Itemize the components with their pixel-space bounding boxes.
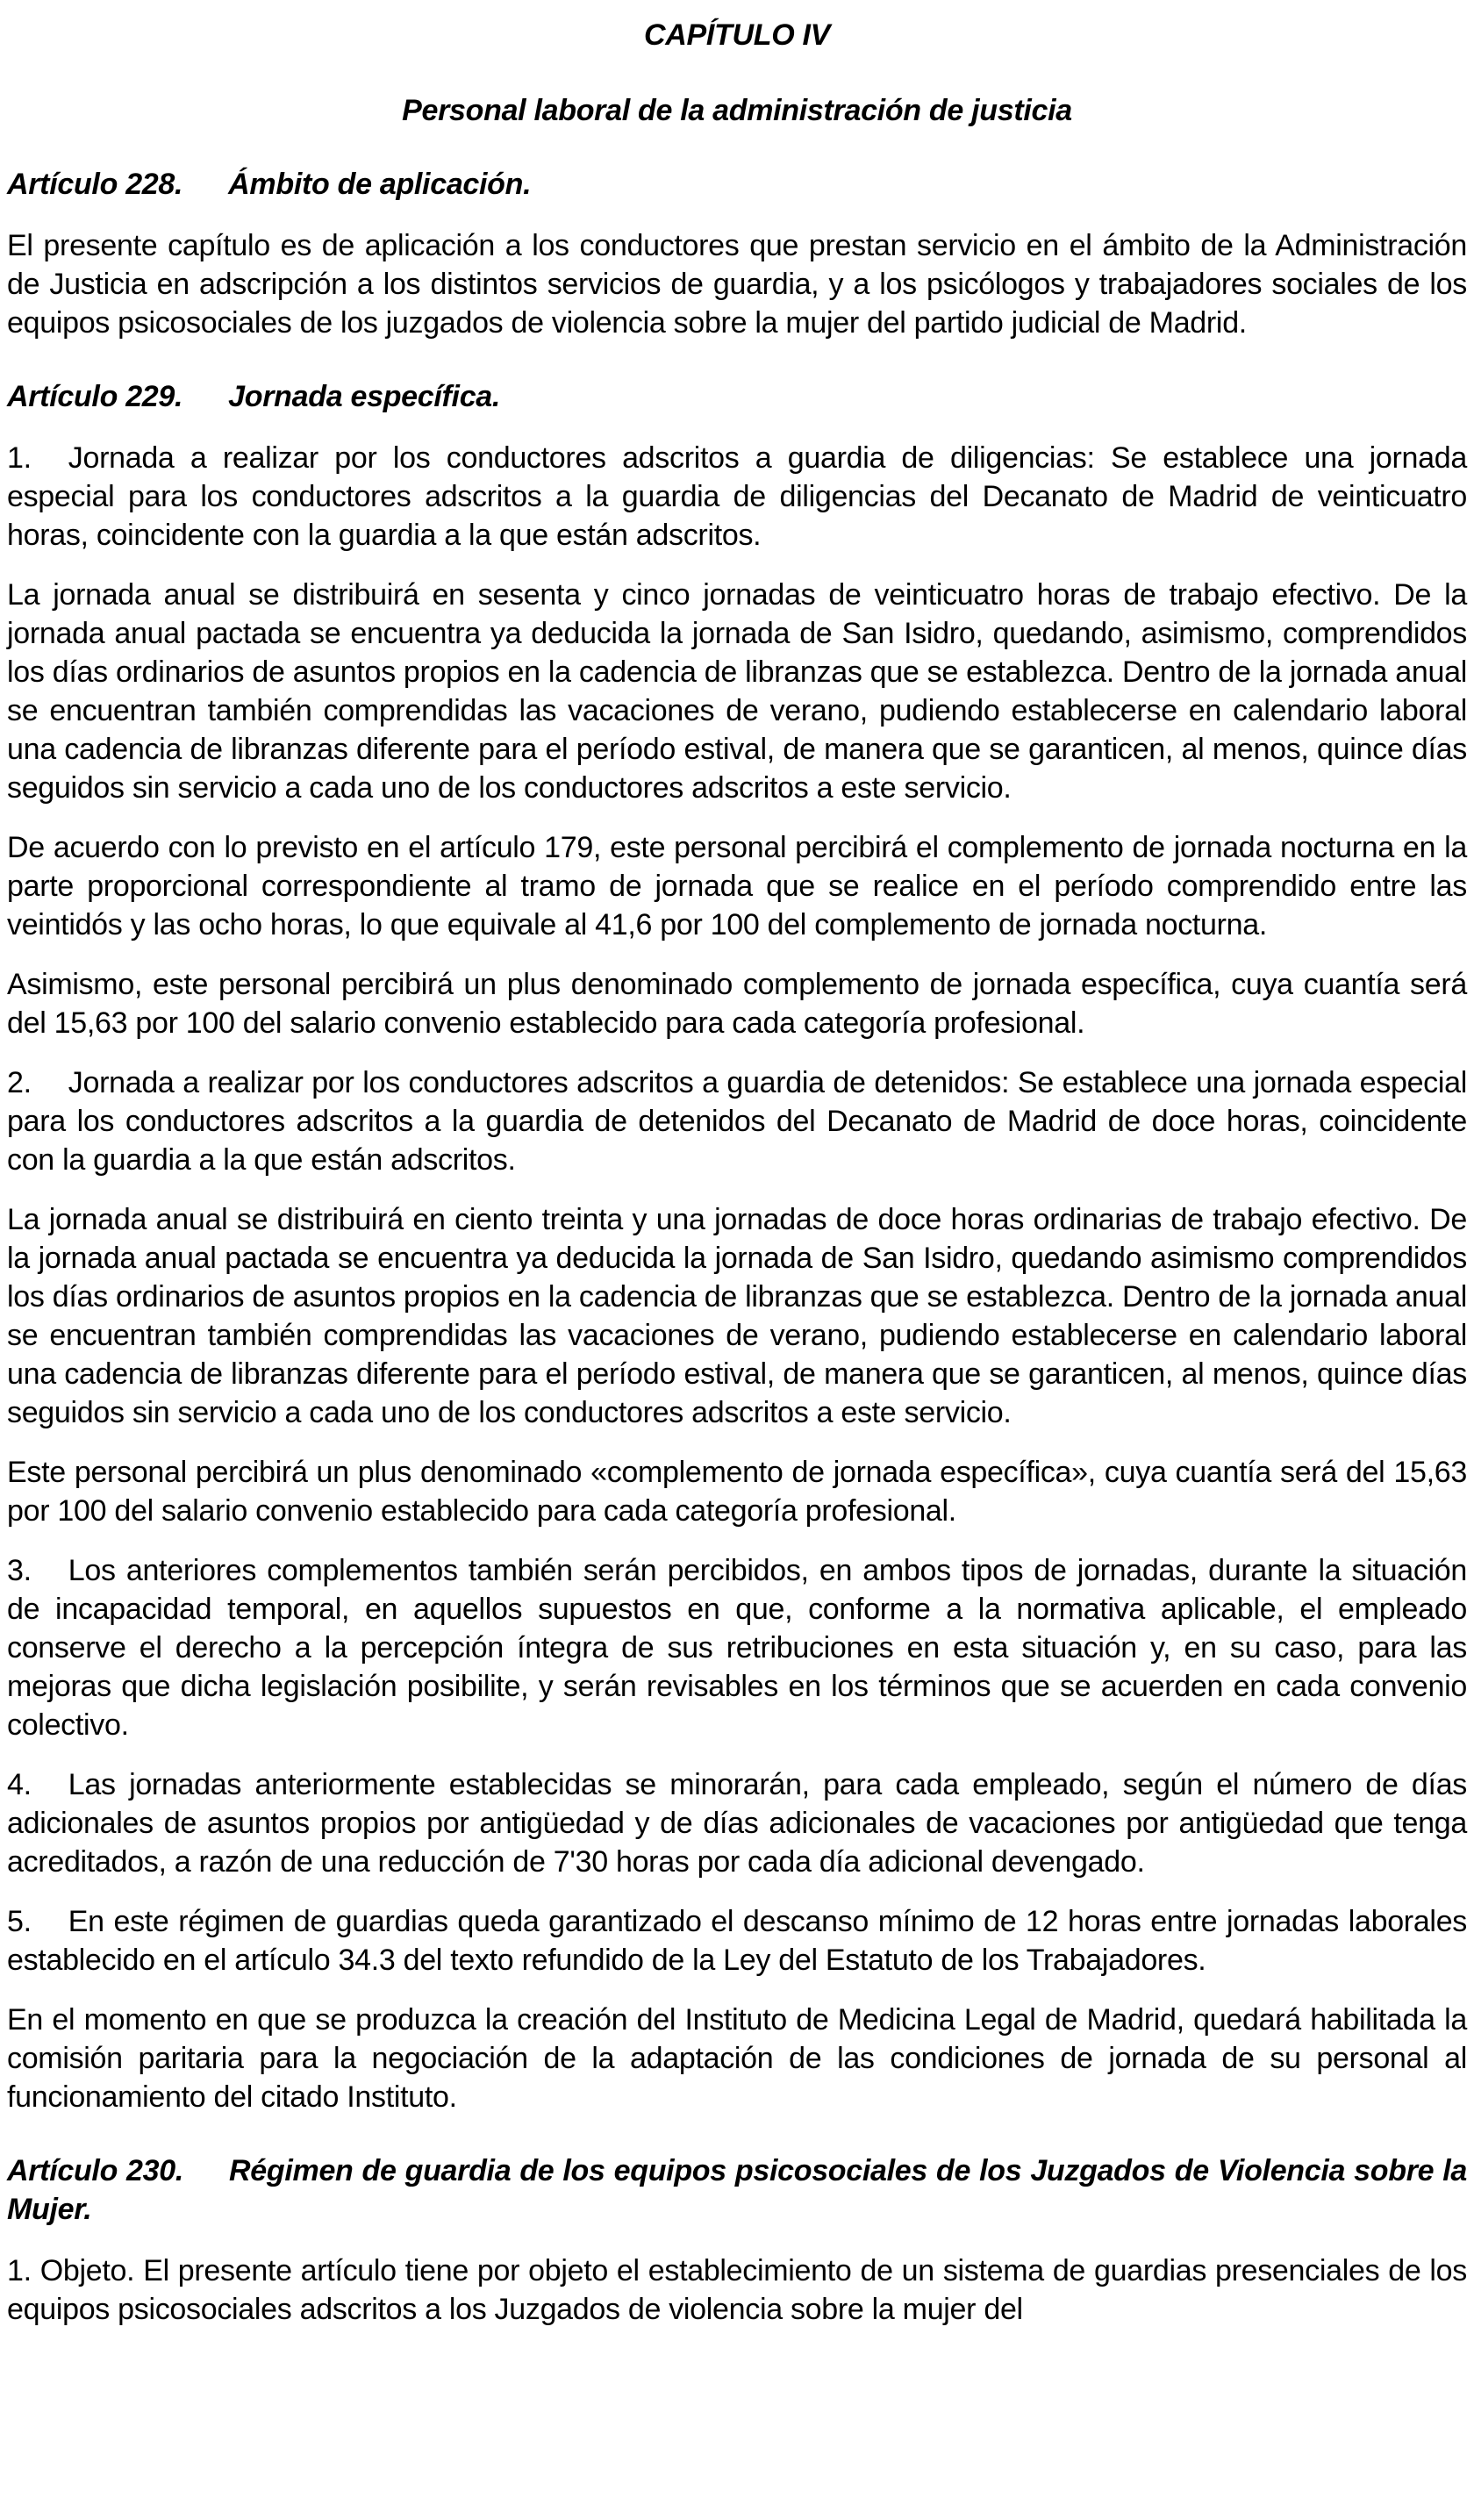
numbered-paragraph-1	[7, 439, 1467, 555]
paragraph-text: Jornada a realizar por los conductores adscritos a guardia de diligencias: Se establece una jornada especial para los conductores adscritos a la guardia de diligencias del Decanato de Madrid de veinticuatro horas, coincidente con la guardia a la que están adscritos.	[7, 441, 1467, 552]
numbered-paragraph-4	[7, 1765, 1467, 1881]
numbered-paragraph-2	[7, 1063, 1467, 1179]
numbered-paragraph-5	[7, 1902, 1467, 1979]
article-228-heading	[7, 165, 1467, 204]
numbered-paragraph-3	[7, 1551, 1467, 1744]
paragraph-230-object: 1. Objeto. El presente artículo tiene por objeto el establecimiento de un sistema de guardias presenciales de los equipos psicosociales adscritos a los Juzgados de violencia sobre la mujer del	[7, 2254, 1467, 2326]
paragraph-number: 4.	[7, 1768, 32, 1801]
paragraph-specific-complement-2: Este personal percibirá un plus denominado «complemento de jornada específica», cuya cuantía será del 15,63 por 100 del salario convenio establecido para cada categoría profesional.	[7, 1456, 1467, 1528]
paragraph-number: 1.	[7, 441, 32, 475]
article-228-title: Ámbito de aplicación.	[228, 168, 532, 201]
chapter-subtitle: Personal laboral de la administración de justicia	[402, 94, 1072, 127]
paragraph-228-scope: El presente capítulo es de aplicación a los conductores que prestan servicio en el ámbito de la Administración de Justicia en adscripción a los distintos servicios de guardia, y a los psicólogos y trabajadores sociales de los equipos psicosociales de los juzgados de violencia sobre la mujer del partido judicial de Madrid.	[7, 229, 1467, 340]
paragraph-text: Los anteriores complementos también serán percibidos, en ambos tipos de jornadas, durante la situación de incapacidad temporal, en aquellos supuestos en que, conforme a la normativa aplicable, el empleado conserve el derecho a la percepción íntegra de sus retribuciones en esta situación y, en su caso, para las mejoras que dicha legislación posibilite, y serán revisables en los términos que se acuerden en cada convenio colectivo.	[7, 1554, 1467, 1742]
chapter-title: CAPÍTULO IV	[643, 18, 831, 52]
paragraph-text: Jornada a realizar por los conductores adscritos a guardia de detenidos: Se establece una jornada especial para los conductores adscritos a la guardia de detenidos del Decanato de Madrid de doce horas, coincidente con la guardia a la que están adscritos.	[7, 1066, 1467, 1177]
article-229-label: Artículo 229.	[7, 380, 183, 413]
paragraph-text: En este régimen de guardias queda garantizado el descanso mínimo de 12 horas entre jornadas laborales establecido en el artículo 34.3 del texto refundido de la Ley del Estatuto de los Trabajadores.	[7, 1905, 1467, 1977]
paragraph-medicina-legal: En el momento en que se produzca la creación del Instituto de Medicina Legal de Madrid, quedará habilitada la comisión paritaria para la negociación de la adaptación de las condiciones de jornada de su personal al funcionamiento del citado Instituto.	[7, 2003, 1467, 2114]
article-230-heading	[7, 2151, 1467, 2229]
paragraph-specific-complement: Asimismo, este personal percibirá un plus denominado complemento de jornada específica, cuya cuantía será del 15,63 por 100 del salario convenio establecido para cada categoría profesional.	[7, 968, 1467, 1040]
paragraph-annual-shift-131: La jornada anual se distribuirá en ciento treinta y una jornadas de doce horas ordinarias de trabajo efectivo. De la jornada anual pactada se encuentra ya deducida la jornada de San Isidro, quedando asimismo comprendidos los días ordinarios de asuntos propios en la cadencia de libranzas que se establezca. Dentro de la jornada anual se encuentran también comprendidas las vacaciones de verano, pudiendo establecerse en calendario laboral una cadencia de libranzas diferente para el período estival, de manera que se garanticen, al menos, quince días seguidos sin servicio a cada uno de los conductores adscritos a este servicio.	[7, 1203, 1467, 1429]
paragraph-annual-shift-65: La jornada anual se distribuirá en sesenta y cinco jornadas de veinticuatro horas de trabajo efectivo. De la jornada anual pactada se encuentra ya deducida la jornada de San Isidro, quedando, asimismo, comprendidos los días ordinarios de asuntos propios en la cadencia de libranzas que se establezca. Dentro de la jornada anual se encuentran también comprendidas las vacaciones de verano, pudiendo establecerse en calendario laboral una cadencia de libranzas diferente para el período estival, de manera que se garanticen, al menos, quince días seguidos sin servicio a cada uno de los conductores adscritos a este servicio.	[7, 578, 1467, 805]
paragraph-number: 2.	[7, 1066, 32, 1099]
article-229-title: Jornada específica.	[228, 380, 501, 413]
paragraph-text: Las jornadas anteriormente establecidas se minorarán, para cada empleado, según el número de días adicionales de asuntos propios por antigüedad y de días adicionales de vacaciones por antigüedad que tenga acreditados, a razón de una reducción de 7'30 horas por cada día adicional devengado.	[7, 1768, 1467, 1879]
article-228-label: Artículo 228.	[7, 168, 183, 201]
article-229-heading	[7, 377, 1467, 416]
paragraph-number: 5.	[7, 1905, 32, 1938]
article-230-label: Artículo 230.	[7, 2154, 184, 2187]
paragraph-number: 3.	[7, 1554, 32, 1587]
article-230-title: Régimen de guardia de los equipos psicosociales de los Juzgados de Violencia sobre la Mujer.	[7, 2154, 1467, 2226]
paragraph-night-complement: De acuerdo con lo previsto en el artículo 179, este personal percibirá el complemento de jornada nocturna en la parte proporcional correspondiente al tramo de jornada que se realice en el período comprendido entre las veintidós y las ocho horas, lo que equivale al 41,6 por 100 del complemento de jornada nocturna.	[7, 831, 1467, 941]
